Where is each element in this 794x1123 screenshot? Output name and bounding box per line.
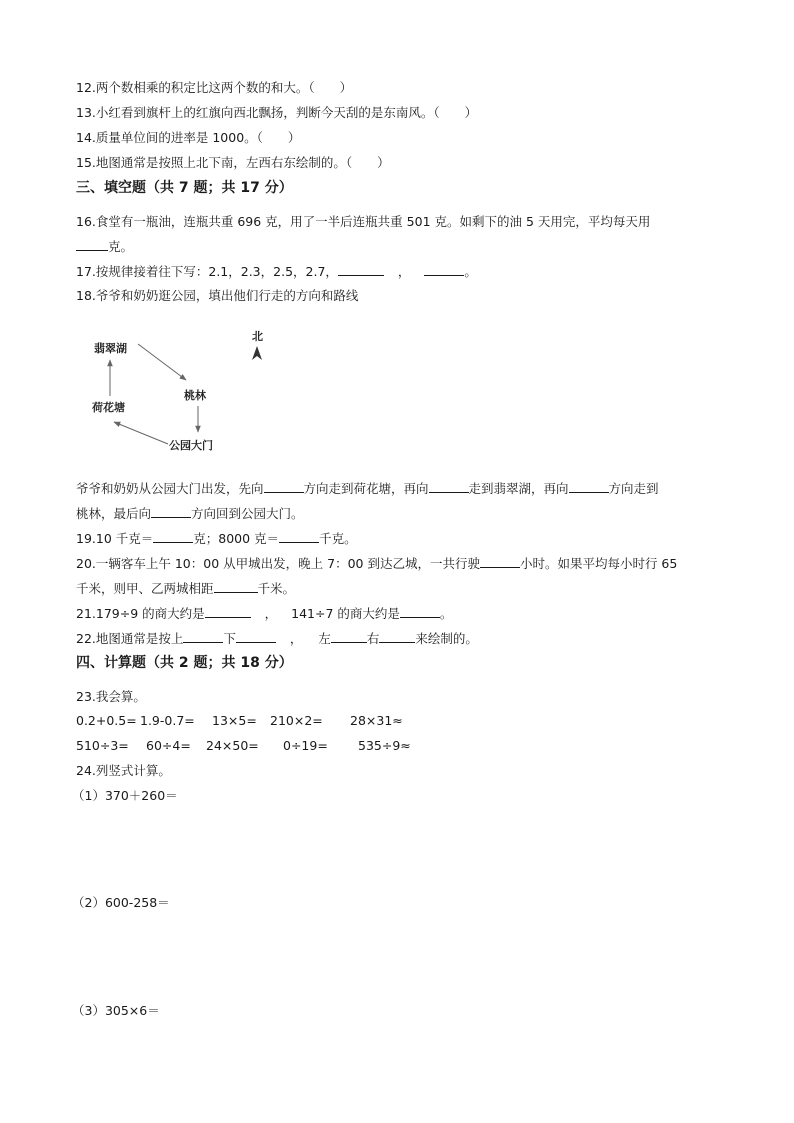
place-park-gate: 公园大门 [169,439,213,452]
calc-item: 0÷19= [283,738,328,753]
answer-blank[interactable] [153,530,193,543]
text: 方向走到 [608,481,659,496]
text: 左 [318,631,331,646]
answer-blank[interactable] [151,505,191,518]
section-4-heading: 四、计算题（共 2 题；共 18 分） [76,655,293,671]
answer-blank[interactable] [205,605,251,618]
answer-blank[interactable] [400,605,440,618]
text: 141÷7 的商大约是 [291,606,400,621]
calc-item: 13×5= [212,713,257,728]
answer-blank[interactable] [379,630,415,643]
text: 千克。 [319,531,357,546]
text: 桃林，最后向 [76,506,152,521]
text: 来绘制的。 [415,631,478,646]
question-17 [76,263,477,280]
answer-blank[interactable] [569,480,609,493]
question-22 [76,630,478,647]
question-21 [76,605,452,622]
separator: ， [289,631,303,646]
separator: ， [264,606,278,621]
question-24-part-3: （3）305×6＝ [72,1003,160,1018]
calc-item: 0.2+0.5= [76,713,137,728]
place-jade-lake: 翡翠湖 [94,342,127,355]
answer-blank[interactable] [480,555,520,568]
period: 。 [464,264,477,279]
text: 小时。如果平均每小时行 65 [519,556,678,571]
text: 走到翡翠湖，再向 [468,481,569,496]
text: 下 [223,631,236,646]
text: 爷爷和奶奶从公园大门出发，先向 [76,481,264,496]
place-peach-grove: 桃林 [184,389,206,402]
answer-blank[interactable] [279,530,319,543]
north-arrow-icon [252,346,262,360]
route-arrow-lake-to-grove [138,344,186,380]
text: 20.一辆客车上午 10：00 从甲城出发，晚上 7：00 到达乙城，一共行驶 [76,556,480,571]
answer-blank[interactable] [236,630,276,643]
text: 克；8000 克＝ [193,531,280,546]
period: 。 [439,606,453,621]
calc-item: 210×2= [270,713,323,728]
text: 方向走到荷花塘，再向 [303,481,429,496]
park-route-svg [76,322,276,462]
question-18: 18.爷爷和奶奶逛公园，填出他们行走的方向和路线 [76,288,359,303]
question-20-line1 [76,555,677,572]
answer-blank[interactable] [338,263,384,276]
calc-item: 24×50= [206,738,259,753]
question-18-answer-line1 [76,480,659,497]
north-label: 北 [252,330,263,343]
question-16-line2 [76,238,133,255]
park-route-diagram [76,322,276,462]
answer-blank[interactable] [331,630,367,643]
calc-item: 28×31≈ [350,713,403,728]
answer-blank[interactable] [214,580,258,593]
calc-item: 535÷9≈ [358,738,411,753]
answer-blank[interactable] [264,480,304,493]
text: 方向回到公园大门。 [191,506,304,521]
question-24-title: 24.列竖式计算。 [76,763,171,778]
question-16-line1 [76,214,650,230]
question-19 [76,530,357,547]
text: 千米。 [257,581,296,596]
question-13: 13.小红看到旗杆上的红旗向西北飘扬，判断今天刮的是东南风。（ ） [76,105,478,120]
text: 21.179÷9 的商大约是 [76,606,205,621]
separator: ， [397,264,411,279]
question-14: 14.质量单位间的进率是 1000。（ ） [76,130,301,145]
question-20-line2 [76,580,295,597]
calc-item: 60÷4= [146,738,191,753]
text: 19.10 千克＝ [76,531,154,546]
answer-blank[interactable] [424,263,464,276]
place-lotus-pond: 荷花塘 [92,401,125,414]
question-24-part-1: （1）370＋260＝ [72,788,178,803]
question-23-title: 23.我会算。 [76,689,146,704]
question-24-part-2: （2）600-258＝ [72,895,170,910]
answer-blank[interactable] [183,630,223,643]
calc-item: 510÷3= [76,738,129,753]
question-17-text: 17.按规律接着往下写：2.1，2.3，2.5，2.7， [76,264,338,279]
answer-blank[interactable] [429,480,469,493]
section-3-heading: 三、填空题（共 7 题；共 17 分） [76,180,293,196]
answer-blank[interactable] [76,238,108,251]
question-15: 15.地图通常是按照上北下南，左西右东绘制的。（ ） [76,155,390,170]
text: 22.地图通常是按上 [76,631,184,646]
question-16-unit: 克。 [108,239,134,254]
question-12: 12.两个数相乘的积定比这两个数的和大。（ ） [76,80,353,95]
text: 右 [366,631,380,646]
question-18-answer-line2 [76,505,304,522]
calc-item: 1.9-0.7= [140,713,195,728]
question-16-text: 16.食堂有一瓶油，连瓶共重 696 克，用了一半后连瓶共重 501 克。如剩下的油 5 天用完，平均每天用 [76,214,651,229]
route-arrow-gate-to-pond [114,422,168,444]
text: 千米，则甲、乙两城相距 [76,581,214,596]
